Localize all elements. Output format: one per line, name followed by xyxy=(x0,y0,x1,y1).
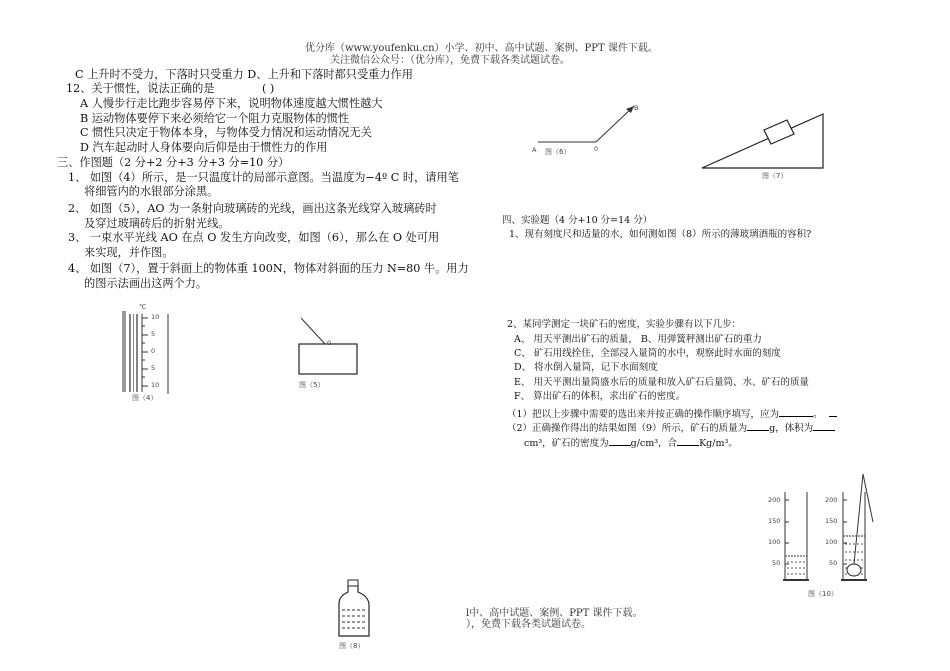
q12-option-c: C 惯性只决定于物体本身，与物体受力情况和运动情况无关 xyxy=(80,126,372,139)
fig4-tick-label: 10 xyxy=(151,313,160,321)
measuring-cylinders-figure xyxy=(765,470,885,585)
q12-stem: 12、关于惯性，说法正确的是 xyxy=(66,82,215,95)
problem-1-line-1: 1、 如图（4）所示，是一只温度计的局部示意图。当温度为−4º C 时，请用笔 xyxy=(68,171,459,184)
fig8-caption: 图（8） xyxy=(339,642,365,650)
header-line-2: 关注微信公众号：（优分库），免费下载各类试题试卷。 xyxy=(330,55,570,66)
cyl2-tick-200: 200 xyxy=(825,496,838,504)
step-d: D、 将水倒入量筒，记下水面刻度 xyxy=(514,362,658,373)
fig4-unit: ℃ xyxy=(139,303,147,311)
fig6-caption: 图（6） xyxy=(545,148,571,156)
step-a-b: A、 用天平测出矿石的质量， B、用弹簧秤测出矿石的重力 xyxy=(514,334,762,345)
cyl1-tick-100: 100 xyxy=(768,538,781,546)
question-2-row-2 xyxy=(524,434,738,451)
fig4-tick-label: 10 xyxy=(151,381,160,389)
q12-option-d: D 汽车起动时人身体要向后仰是由于惯性力的作用 xyxy=(80,141,328,154)
fig6-point-o: 0 xyxy=(594,145,599,153)
problem-2-line-1: 2、 如图（5），AO 为一条射向玻璃砖的光线，画出这条光线穿入玻璃砖时 xyxy=(68,202,437,215)
step-c: C、 矿石用线拴住，全部浸入量筒的水中，观察此时水面的刻度 xyxy=(514,348,781,359)
cyl1-tick-150: 150 xyxy=(768,517,781,525)
question-1-end: 。 xyxy=(813,409,823,420)
fig6-point-a: A xyxy=(532,146,537,154)
cyl2-tick-100: 100 xyxy=(825,538,838,546)
fig10-caption: 图（10） xyxy=(808,590,838,598)
step-f: F、 算出矿石的体积，求出矿石的密度。 xyxy=(514,391,686,402)
q12-option-a: A 人慢步行走比跑步容易停下来，说明物体速度越大惯性越大 xyxy=(80,97,383,110)
section-3-title: 三、作图题（2 分+2 分+3 分+3 分=10 分） xyxy=(57,156,290,169)
fig7-caption: 图（7） xyxy=(762,172,788,180)
q12-option-b: B 运动物体要停下来必须给它一个阻力克服物体的惯性 xyxy=(80,112,350,125)
cyl2-tick-150: 150 xyxy=(825,517,838,525)
density-answer-blank[interactable] xyxy=(609,434,631,446)
problem-3-line-1: 3、 一束水平光线 AO 在点 O 发生方向改变，如图（6），那么在 O 处可用 xyxy=(68,231,440,244)
fig5-caption: 图（5） xyxy=(299,381,325,389)
problem-2-line-2: 及穿过玻璃砖后的折射光线。 xyxy=(84,217,230,230)
question-2-density-label: cm³，矿石的密度为 xyxy=(524,438,609,449)
fig4-tick-label: 0 xyxy=(151,347,156,355)
q11-options: C 上升时不受力，下落时只受重力 D、上升和下落时都只受重力作用 xyxy=(75,68,413,81)
question-2-text: （2）正确操作得出的结果如图（9）所示，矿石的质量为 xyxy=(507,423,748,434)
question-2-volume-label: g，体积为 xyxy=(769,423,814,434)
trailing-blank xyxy=(829,405,837,417)
problem-1-line-2: 将细管内的水银部分涂黑。 xyxy=(84,185,219,198)
order-answer-blank[interactable] xyxy=(779,405,813,417)
fig5-point-label: 0 xyxy=(327,339,332,347)
mass-answer-blank[interactable] xyxy=(747,419,769,431)
experiment-2-intro: 2、某同学测定一块矿石的密度，实验步骤有以下几步： xyxy=(507,319,742,330)
bottle-figure xyxy=(334,578,374,640)
question-2-unit: Kg/m³。 xyxy=(699,438,738,449)
question-1-text: （1）把以上步骤中需要的选出来并按正确的操作顺序填写，应为 xyxy=(507,409,780,420)
footer-line-2: ），免费下载各类试题试卷。 xyxy=(466,619,591,630)
thermometer-figure xyxy=(120,306,180,401)
experiment-1: 1、现有刻度尺和适量的水，如何测如图（8）所示的薄玻璃酒瓶的容积? xyxy=(509,229,812,240)
cyl2-tick-50: 50 xyxy=(829,559,838,567)
problem-4-line-2: 的图示法画出这两个力。 xyxy=(84,277,208,290)
footer-line-1: l中、高中试题、案例、PPT 课件下载。 xyxy=(466,608,643,619)
problem-4-line-1: 4、 如图（7），置于斜面上的物体重 100N，物体对斜面的压力 N=80 牛。用力 xyxy=(68,262,469,275)
problem-3-line-2: 来实现，并作图。 xyxy=(84,246,174,259)
fig6-point-b: B xyxy=(634,104,639,112)
section-4-title: 四、实验题（4 分+10 分=14 分） xyxy=(502,215,653,226)
density-si-answer-blank[interactable] xyxy=(677,434,699,446)
cyl1-tick-200: 200 xyxy=(768,496,781,504)
q12-paren: ( ) xyxy=(262,82,275,95)
header-line-1: 优分库（www.youfenku.cn）小学、初中、高中试题、案例、PPT 课件下载。 xyxy=(305,43,658,54)
step-e: E、 用天平测出量筒盛水后的质量和放入矿石后量筒、水、矿石的质量 xyxy=(514,377,809,388)
volume-answer-blank[interactable] xyxy=(813,419,835,431)
fig4-tick-label: 5 xyxy=(151,364,156,372)
glass-brick-figure xyxy=(295,316,365,378)
fig4-tick-label: 5 xyxy=(151,330,156,338)
fig4-caption: 图（4） xyxy=(132,394,158,402)
question-2-convert-label: g/cm³，合 xyxy=(630,438,678,449)
incline-figure xyxy=(698,108,828,170)
cyl1-tick-50: 50 xyxy=(772,559,781,567)
